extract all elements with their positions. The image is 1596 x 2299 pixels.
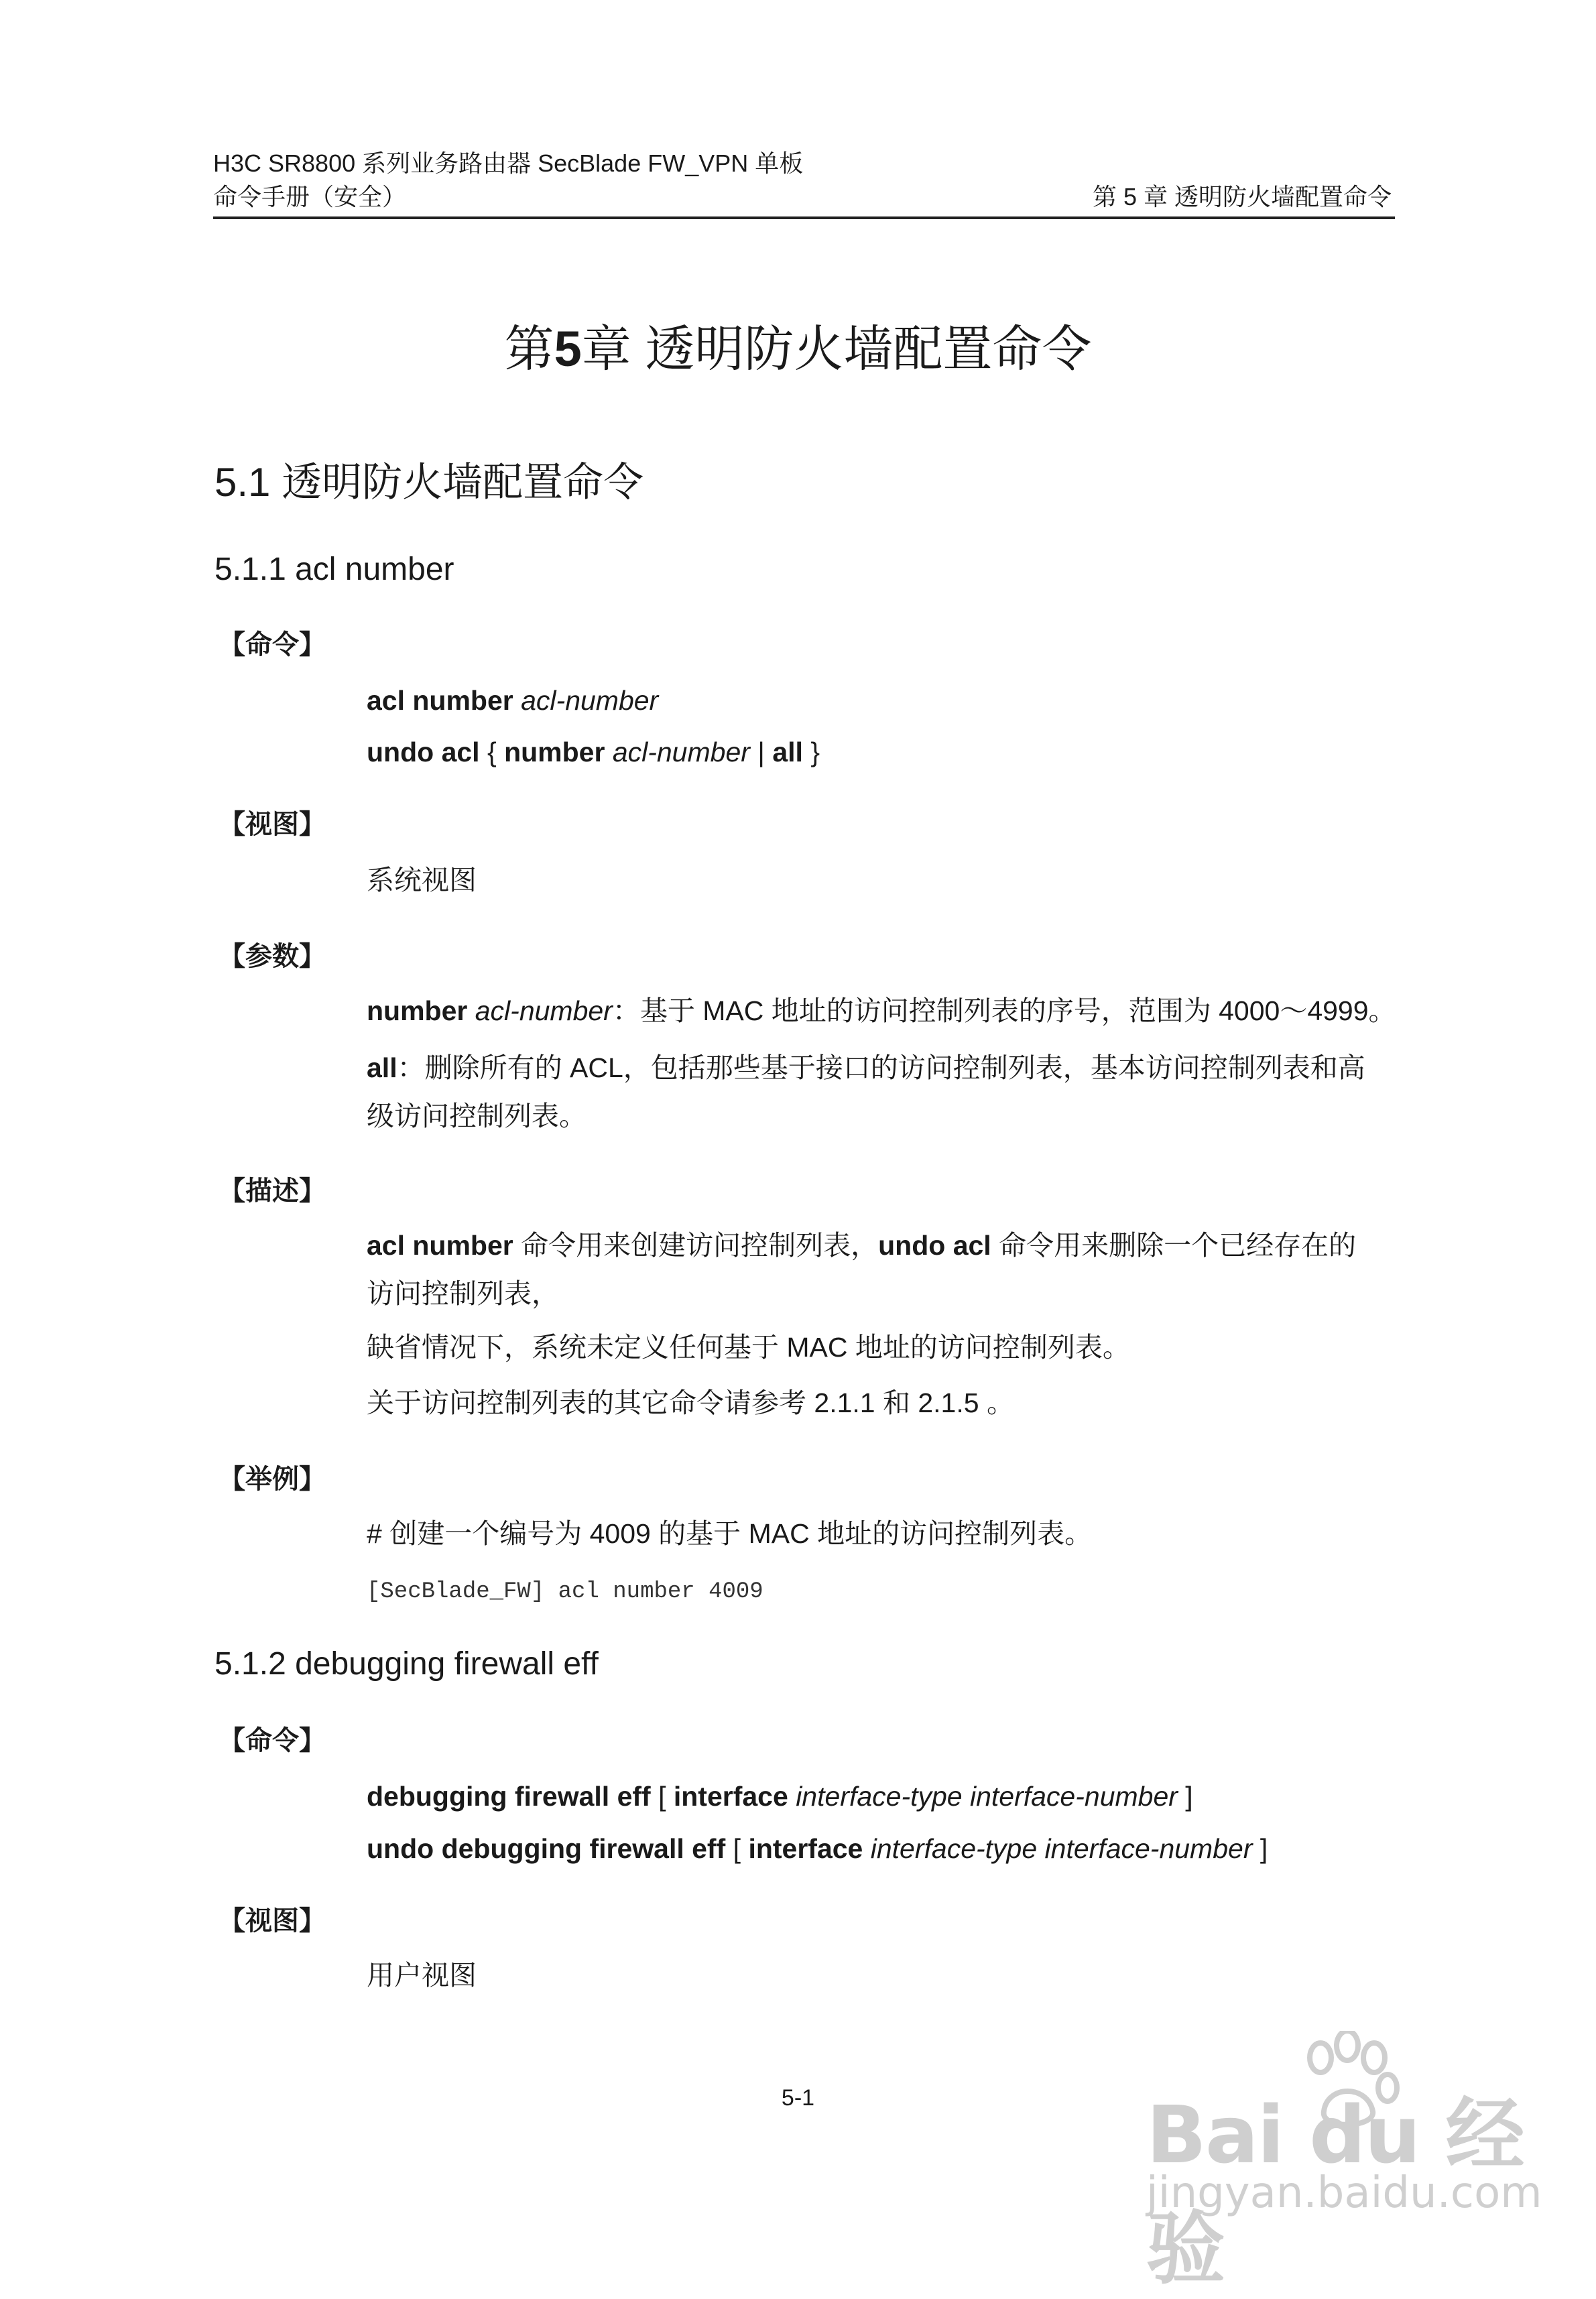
param-number: number acl-number：基于 MAC 地址的访问控制列表的序号，范围为 4000～4999。 xyxy=(367,995,1396,1026)
page-number: 5-1 xyxy=(781,2085,815,2111)
command2-line-2: undo debugging firewall eff [ interface interface-type interface-number ] xyxy=(367,1833,1268,1864)
desc-line-3: 关于访问控制列表的其它命令请参考 2.1.1 和 2.1.5 。 xyxy=(367,1387,1014,1418)
command-line-2: undo acl { number acl-number | all } xyxy=(367,737,820,767)
desc-line-1: acl number 命令用来创建访问控制列表，undo acl 命令用来删除一个已经存在的 xyxy=(367,1230,1357,1261)
header-chapter: 第 5 章 透明防火墙配置命令 xyxy=(1092,183,1392,210)
view-text-2: 用户视图 xyxy=(367,1960,477,1991)
label-view: 【视图】 xyxy=(219,810,326,839)
desc-line-1-cont: 访问控制列表， xyxy=(367,1278,559,1309)
chapter-title: 第5章 透明防火墙配置命令 xyxy=(504,321,1092,377)
label-params: 【参数】 xyxy=(219,942,326,971)
header-subtitle: 命令手册（安全） xyxy=(213,183,407,210)
watermark-url: jingyan.baidu.com xyxy=(1146,2168,1542,2218)
label-example: 【举例】 xyxy=(219,1465,326,1494)
label-view-2: 【视图】 xyxy=(219,1906,326,1936)
subsection-title-acl-number: 5.1.1 acl number xyxy=(214,552,454,587)
baidu-watermark xyxy=(1133,2031,1562,2295)
param-all-cont: 级访问控制列表。 xyxy=(367,1101,587,1131)
example-code: [SecBlade_FW] acl number 4009 xyxy=(367,1579,763,1605)
label-description: 【描述】 xyxy=(219,1176,326,1206)
header-title: H3C SR8800 系列业务路由器 SecBlade FW_VPN 单板 xyxy=(213,149,804,177)
label-command: 【命令】 xyxy=(219,630,326,660)
label-command-2: 【命令】 xyxy=(219,1726,326,1755)
param-all: all：删除所有的 ACL，包括那些基于接口的访问控制列表，基本访问控制列表和高 xyxy=(367,1052,1365,1083)
desc-line-2: 缺省情况下，系统未定义任何基于 MAC 地址的访问控制列表。 xyxy=(367,1332,1130,1363)
section-title: 5.1 透明防火墙配置命令 xyxy=(214,460,644,505)
view-text: 系统视图 xyxy=(367,865,477,895)
command-line-1: acl number acl-number xyxy=(367,685,659,716)
header-rule xyxy=(213,216,1395,219)
command2-line-1: debugging firewall eff [ interface interface-type interface-number ] xyxy=(367,1781,1193,1812)
watermark-logo: Bai du 经验 xyxy=(1146,2089,1524,2295)
subsection-title-debugging: 5.1.2 debugging firewall eff xyxy=(214,1646,599,1682)
example-text: # 创建一个编号为 4009 的基于 MAC 地址的访问控制列表。 xyxy=(367,1518,1093,1549)
